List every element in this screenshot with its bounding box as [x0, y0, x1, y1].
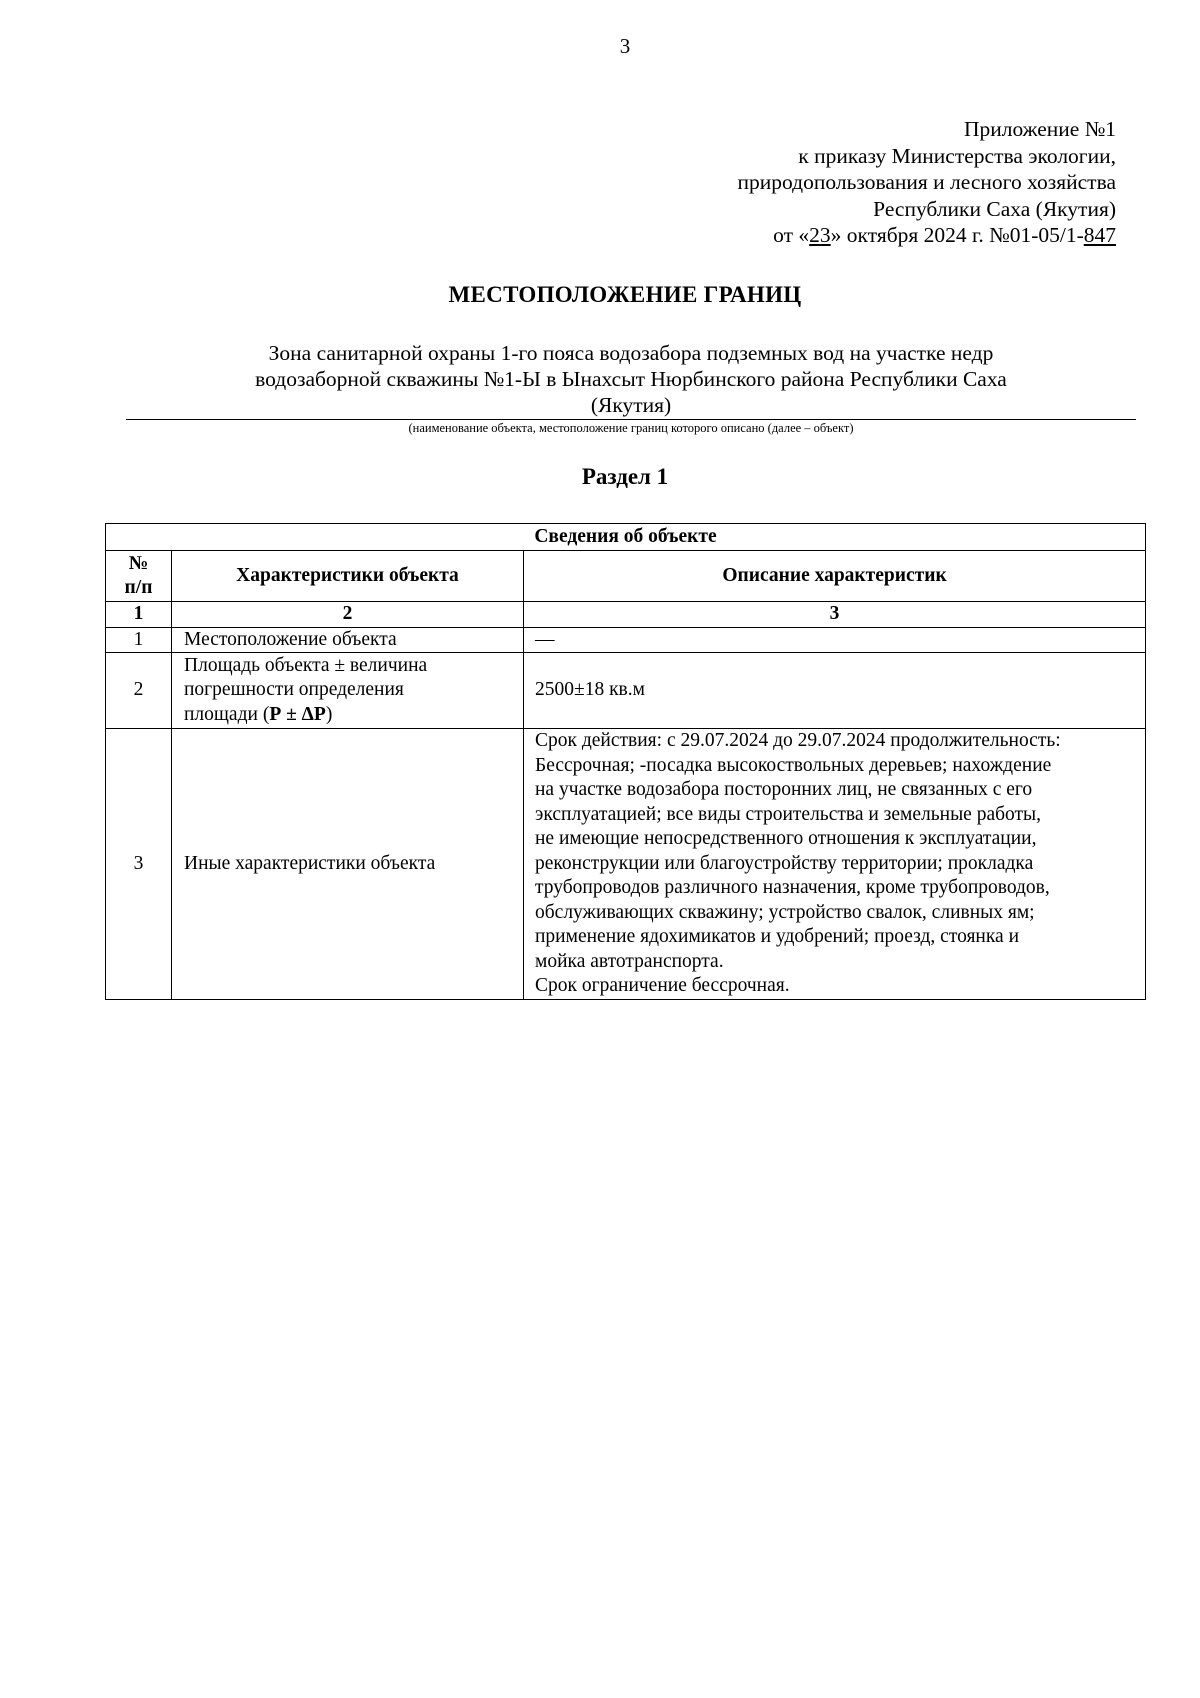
appendix-order-line: [738, 222, 1116, 249]
row-number: 3: [106, 729, 172, 1000]
order-number: 847: [1083, 223, 1116, 247]
table-caption-row: [106, 524, 1146, 551]
area-formula-suffix: ): [325, 703, 333, 725]
table-caption: Сведения об объекте: [106, 524, 1146, 551]
object-info-table: [105, 523, 1146, 1000]
row-description: [524, 729, 1146, 1000]
table-row: [106, 627, 1146, 653]
description-line: применение ядохимикатов и удобрений; проезд, стоянка и: [535, 926, 1020, 947]
description-line: на участке водозабора посторонних лиц, не связанных с его: [535, 779, 1033, 800]
row-characteristic: [172, 653, 524, 729]
column-number-3: 3: [524, 602, 1146, 628]
characteristic-line-2: погрешности определения: [184, 679, 404, 701]
object-name: [126, 340, 1136, 418]
date-middle: » октября 2024 г. №01-05/1-: [830, 223, 1084, 247]
description-line: трубопроводов различного назначения, кроме трубопроводов,: [535, 877, 1050, 898]
row-characteristic: Местоположение объекта: [172, 627, 524, 653]
characteristic-line-3: [184, 703, 517, 728]
appendix-line-1: Приложение №1: [963, 117, 1116, 141]
row-number: 1: [106, 627, 172, 653]
object-name-underline: [126, 419, 1136, 420]
header-characteristic: Характеристики объекта: [172, 551, 524, 602]
column-number-row: [106, 602, 1146, 628]
characteristic-line-1: Площадь объекта ± величина: [184, 654, 428, 676]
description-line: Срок действия: с 29.07.2024 до 29.07.2024 продолжительность:: [535, 730, 1061, 751]
header-number-line-1: №: [128, 552, 149, 574]
document-title: МЕСТОПОЛОЖЕНИЕ ГРАНИЦ: [448, 282, 802, 307]
description-line: обслуживающих скважину; устройство свалок, сливных ям;: [535, 901, 1035, 923]
object-name-line-3: (Якутия): [590, 393, 672, 417]
object-name-line-1: Зона санитарной охраны 1-го пояса водозабора подземных вод на участке недр: [268, 341, 994, 365]
header-number: [106, 551, 172, 602]
row-description: —: [524, 627, 1146, 653]
description-line: реконструкции или благоустройству территории; прокладка: [535, 852, 1034, 874]
appendix-block: [738, 116, 1116, 249]
description-line: не имеющие непосредственного отношения к эксплуатации,: [535, 828, 1037, 849]
description-line: мойка автотранспорта.: [535, 950, 724, 972]
page-number: 3: [619, 34, 631, 58]
appendix-line-2: к приказу Министерства экологии,: [798, 143, 1116, 168]
object-name-caption: (наименование объекта, местоположение границ которого описано (далее – объект): [408, 421, 854, 435]
section-title: Раздел 1: [581, 464, 669, 489]
row-characteristic: Иные характеристики объекта: [172, 729, 524, 1000]
column-number-2: 2: [172, 602, 524, 628]
description-line: эксплуатацией; все виды строительства и земельные работы,: [535, 803, 1042, 825]
description-line: Срок ограничение бессрочная.: [535, 975, 790, 996]
table-header-row: [106, 551, 1146, 602]
table-row: [106, 653, 1146, 729]
header-description: Описание характеристик: [524, 551, 1146, 602]
area-formula-prefix: площади (: [184, 703, 270, 725]
table-row: [106, 729, 1146, 1000]
row-description: 2500±18 кв.м: [524, 653, 1146, 729]
row-number: 2: [106, 653, 172, 729]
appendix-line-3: природопользования и лесного хозяйства: [737, 170, 1116, 194]
order-day: 23: [809, 223, 831, 247]
appendix-line-4: Республики Саха (Якутия): [873, 196, 1116, 221]
description-line: Бессрочная; -посадка высокоствольных деревьев; нахождение: [535, 754, 1052, 776]
header-number-line-2: п/п: [124, 577, 153, 598]
date-prefix: от «: [773, 223, 810, 247]
column-number-1: 1: [106, 602, 172, 628]
area-formula: Р ± ΔР: [269, 703, 326, 725]
object-name-line-2: водозаборной скважины №1-Ы в Ынахсыт Нюрбинского района Республики Саха: [255, 367, 1007, 391]
